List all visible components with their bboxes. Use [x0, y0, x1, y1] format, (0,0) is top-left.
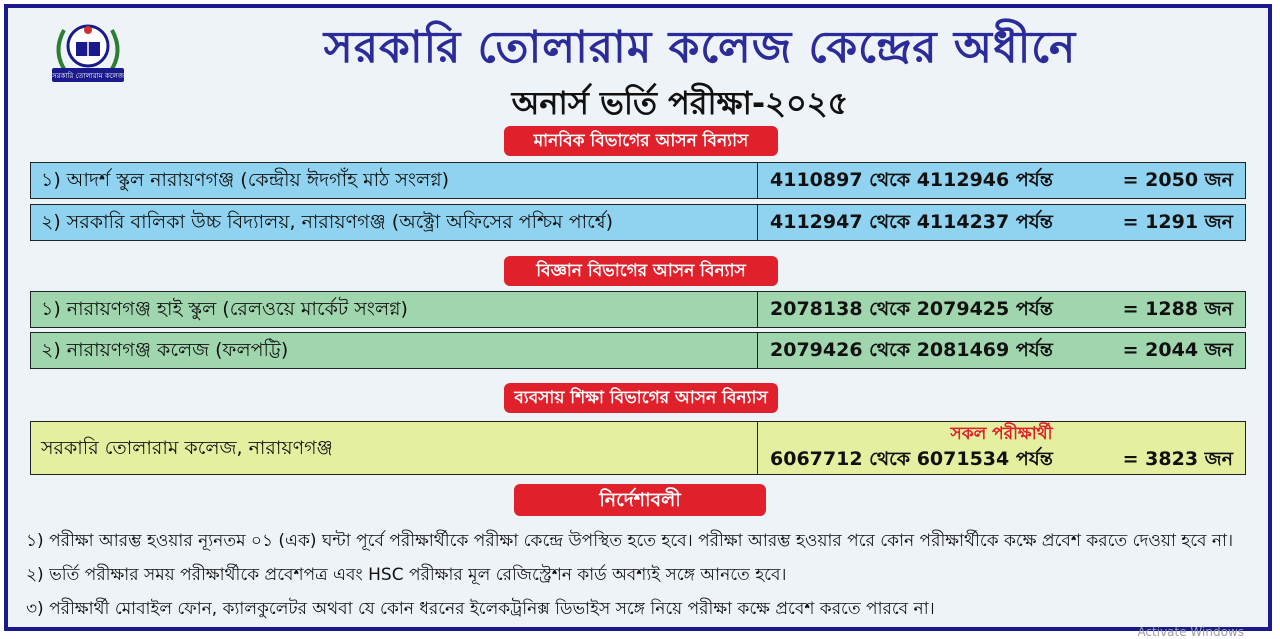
humanities-label: মানবিক বিভাগের আসন বিন্যাস [504, 126, 778, 156]
center-location: ২) নারায়ণগঞ্জ কলেজ (ফলপট্টি) [31, 333, 758, 368]
center-location: ১) নারায়ণগঞ্জ হাই স্কুল (রেলওয়ে মার্কেট সংলগ্ন) [31, 292, 758, 327]
candidate-count: = 3823 জন [1122, 448, 1233, 470]
business-label: ব্যবসায় শিক্ষা বিভাগের আসন বিন্যাস [504, 383, 778, 413]
instructions-label: নির্দেশাবলী [514, 484, 766, 516]
center-location: ১) আদর্শ স্কুল নারায়ণগঞ্জ (কেন্দ্রীয় ঈদগাঁহ মাঠ সংলগ্ন) [31, 163, 758, 198]
table-row [30, 332, 1246, 369]
table-row [30, 291, 1246, 328]
table-row [30, 421, 1246, 475]
logo-text: সরকারি তোলারাম কলেজ [51, 72, 125, 80]
roll-range: 4112947 থেকে 4114237 পর্যন্ত [770, 211, 1053, 233]
candidate-count: = 2050 জন [1122, 169, 1233, 191]
table-row [30, 162, 1246, 199]
all-candidates-note: সকল পরীক্ষার্থী [950, 424, 1053, 444]
roll-range: 6067712 থেকে 6071534 পর্যন্ত [770, 448, 1053, 470]
windows-activation-watermark: Activate Windows [1137, 625, 1244, 639]
page-subtitle: অনার্স ভর্তি পরীক্ষা-২০২৫ [511, 84, 849, 122]
instruction-item: ৩) পরীক্ষার্থী মোবাইল ফোন, ক্যালকুলেটর অথবা যে কোন ধরনের ইলেকট্রনিক্স ডিভাইস সঙ্গে নিয়ে পরীক্ষা কক্ষে প্রবেশ করতে পারবে না। [26, 599, 935, 619]
center-location: ২) সরকারি বালিকা উচ্চ বিদ্যালয়, নারায়ণগঞ্জ (অক্ট্রো অফিসের পশ্চিম পার্শ্বে) [31, 205, 758, 240]
roll-range: 4110897 থেকে 4112946 পর্যন্ত [770, 169, 1053, 191]
college-logo [46, 12, 130, 88]
candidate-count: = 2044 জন [1122, 339, 1233, 361]
candidate-count: = 1288 জন [1122, 298, 1233, 320]
candidate-count: = 1291 জন [1122, 211, 1233, 233]
center-location: সরকারি তোলারাম কলেজ, নারায়ণগঞ্জ [31, 422, 758, 474]
instruction-item: ২) ভর্তি পরীক্ষার সময় পরীক্ষার্থীকে প্রবেশপত্র এবং HSC পরীক্ষার মূল রেজিস্ট্রেশন কার্ড অবশ্যই সঙ্গে আনতে হবে। [26, 565, 787, 585]
table-row [30, 204, 1246, 241]
science-label: বিজ্ঞান বিভাগের আসন বিন্যাস [504, 256, 778, 286]
page-title: সরকারি তোলারাম কলেজ কেন্দ্রের অধীনে [323, 22, 1077, 73]
instruction-item: ১) পরীক্ষা আরম্ভ হওয়ার ন্যূনতম ০১ (এক) ঘন্টা পূর্বে পরীক্ষার্থীকে পরীক্ষা কেন্দ্রে উপস্থিত হতে হবে। পরীক্ষা আরম্ভ হওয়ার পরে কোন পরীক্ষার্থীকে কক্ষে প্রবেশ করতে দেওয়া হবে না। [26, 531, 1234, 551]
roll-range: 2079426 থেকে 2081469 পর্যন্ত [770, 339, 1053, 361]
roll-range: 2078138 থেকে 2079425 পর্যন্ত [770, 298, 1053, 320]
